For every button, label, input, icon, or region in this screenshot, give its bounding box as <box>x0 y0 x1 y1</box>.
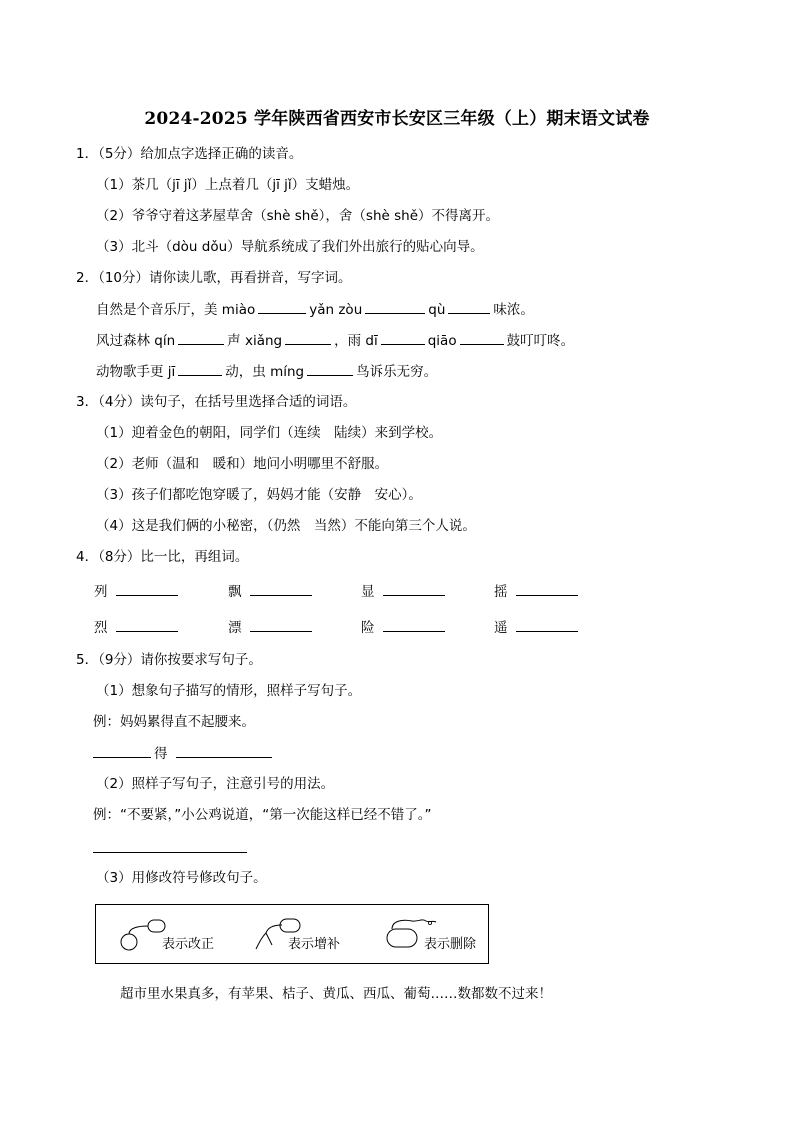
q4-blank[interactable] <box>516 618 578 632</box>
q5-part-1: （1）想象句子描写的情形，照样子写句子。 <box>96 683 362 699</box>
q2-blank-7[interactable] <box>460 331 504 345</box>
exam-title: 2024-2025 学年陕西省西安市长安区三年级（上）期末语文试卷 <box>144 109 650 129</box>
q1-item-1: （1）茶几（jī jǐ）上点着几（jī jǐ）支蜡烛。 <box>96 177 360 193</box>
q2-blank-4[interactable] <box>178 331 224 345</box>
q1-item-2: （2）爷爷守着这茅屋草舍（shè shě），舍（shè shě）不得离开。 <box>96 208 500 224</box>
q4-char: 险 <box>361 620 375 636</box>
q3-item-1: （1）迎着金色的朝阳，同学们（连续 陆续）来到学校。 <box>96 425 443 441</box>
q2-line-2 <box>96 331 574 350</box>
q5-blank-before[interactable] <box>93 744 151 758</box>
q2-blank-1[interactable] <box>258 300 306 314</box>
q5-answer-line[interactable] <box>93 852 247 853</box>
q2-l1-text-d: 味浓。 <box>493 302 534 318</box>
q2-blank-5[interactable] <box>285 331 331 345</box>
q1-heading: 1．（5分）给加点字选择正确的读音。 <box>76 146 303 162</box>
q4-blank[interactable] <box>516 582 578 596</box>
q2-l2-text-c: ，雨 dī <box>334 333 378 349</box>
q2-l2-text-d: qiāo <box>427 333 457 349</box>
insertion-mark-label: 表示增补 <box>288 937 341 952</box>
q4-word-cell <box>94 582 181 601</box>
q2-blank-6[interactable] <box>381 331 425 345</box>
q4-word-cell <box>494 582 581 601</box>
q3-heading: 3．（4分）读句子，在括号里选择合适的词语。 <box>76 394 357 410</box>
q4-blank[interactable] <box>383 582 445 596</box>
q4-word-cell <box>361 618 448 637</box>
q5-fill-line <box>93 744 275 763</box>
q5-sentence-to-revise: 超市里水果真多，有苹果、桔子、黄瓜、西瓜、葡萄……数都数不过来！ <box>120 986 552 1002</box>
q4-word-cell <box>361 582 448 601</box>
q2-l2-text-a: 风过森林 qín <box>96 333 176 349</box>
q2-heading: 2．（10分）请你读儿歌，再看拼音，写字词。 <box>76 270 352 286</box>
q1-item-3: （3）北斗（dòu dǒu）导航系统成了我们外出旅行的贴心向导。 <box>96 239 484 255</box>
q2-l1-text-b: yǎn zòu <box>309 302 363 318</box>
q4-heading: 4．（8分）比一比，再组词。 <box>76 549 249 565</box>
q4-char: 漂 <box>228 620 242 636</box>
q5-fill-word: 得 <box>154 746 168 762</box>
q4-word-cell <box>94 618 181 637</box>
q2-l3-text-b: 动，虫 míng <box>225 364 305 380</box>
q5-example-1: 例：妈妈累得直不起腰来。 <box>93 714 255 730</box>
q4-word-cell <box>228 582 315 601</box>
q5-part-2: （2）照样子写句子，注意引号的用法。 <box>96 776 335 792</box>
correction-mark-icon <box>116 917 168 953</box>
deletion-mark-label: 表示删除 <box>424 937 477 952</box>
q2-blank-8[interactable] <box>178 362 222 376</box>
q3-item-3: （3）孩子们都吃饱穿暖了，妈妈才能（安静 安心）。 <box>96 487 422 503</box>
q2-blank-9[interactable] <box>307 362 353 376</box>
q4-char: 烈 <box>94 620 108 636</box>
q4-blank[interactable] <box>383 618 445 632</box>
q5-heading: 5．（9分）请你按要求写句子。 <box>76 652 262 668</box>
q5-blank-after[interactable] <box>176 744 272 758</box>
q2-l2-text-b: 声 xiǎng <box>227 333 283 349</box>
q3-item-4: （4）这是我们俩的小秘密，（仍然 当然）不能向第三个人说。 <box>96 518 476 534</box>
q5-part-3: （3）用修改符号修改句子。 <box>96 870 267 886</box>
q4-char: 摇 <box>494 584 508 600</box>
q4-word-cell <box>228 618 315 637</box>
q3-item-2: （2）老师（温和 暖和）地问小明哪里不舒服。 <box>96 456 389 472</box>
q2-line-1 <box>96 300 534 319</box>
q4-blank[interactable] <box>250 582 312 596</box>
q2-l3-text-a: 动物歌手更 jī <box>96 364 176 380</box>
q4-blank[interactable] <box>116 618 178 632</box>
q4-blank[interactable] <box>250 618 312 632</box>
q2-blank-2[interactable] <box>365 300 425 314</box>
q4-blank[interactable] <box>116 582 178 596</box>
q4-word-cell <box>494 618 581 637</box>
q4-char: 飘 <box>228 584 242 600</box>
revision-marks-box <box>95 904 489 964</box>
q2-l2-text-e: 鼓叮叮咚。 <box>506 333 575 349</box>
q2-l1-text-a: 自然是个音乐厅，美 miào <box>96 302 256 318</box>
q2-l1-text-c: qù <box>428 302 446 318</box>
q4-char: 列 <box>94 584 108 600</box>
correction-mark-label: 表示改正 <box>162 937 215 952</box>
q4-char: 显 <box>361 584 375 600</box>
q2-line-3 <box>96 362 437 381</box>
q2-l3-text-c: 鸟诉乐无穷。 <box>356 364 438 380</box>
q5-example-2: 例：“不要紧，”小公鸡说道，“第一次能这样已经不错了。” <box>93 807 432 823</box>
q2-blank-3[interactable] <box>448 300 490 314</box>
q4-char: 遥 <box>494 620 508 636</box>
